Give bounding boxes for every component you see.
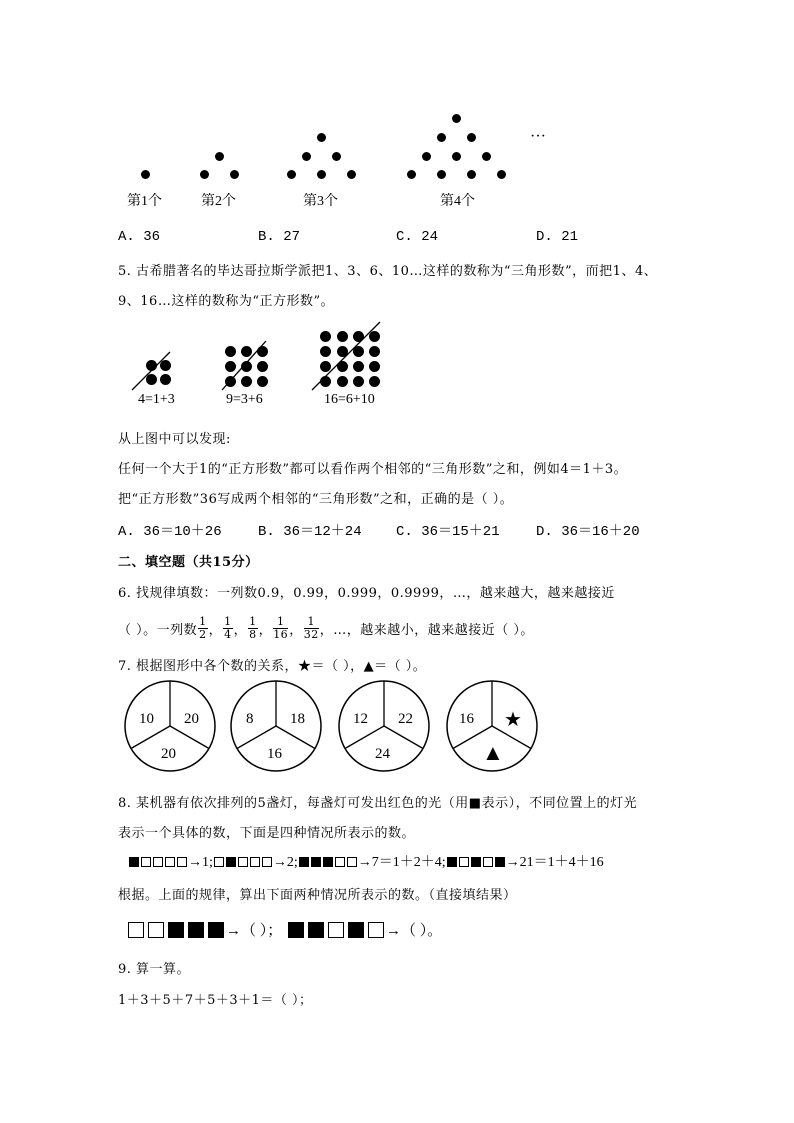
figure-label-1: 第1个 xyxy=(127,194,162,209)
diagonal-lines xyxy=(0,0,794,420)
q9-expression: 1＋3＋5＋7＋5＋3＋1＝（ ）； xyxy=(118,993,313,1008)
q6-line2-start: （ ）。一列数 xyxy=(118,623,198,638)
example-pattern xyxy=(298,855,358,870)
circle-2-b: 18 xyxy=(290,711,305,727)
q5-option-a: A. 36＝10＋26 xyxy=(118,524,222,540)
figure-label-4: 第4个 xyxy=(440,194,475,209)
fraction: $\frac{1}{2}$ xyxy=(199,615,207,641)
fraction: $\frac{1}{16}$ xyxy=(273,615,289,641)
q8-line1: 8. 某机器有依次排列的5盏灯，每盏灯可发出红色的光（用■表示），不同位置上的灯光 xyxy=(118,796,638,811)
q8-line2: 表示一个具体的数，下面是四种情况所表示的数。 xyxy=(118,826,416,841)
section-heading: 二、填空题（共15分） xyxy=(118,555,259,570)
example-result: →1; xyxy=(188,855,213,870)
q6-line1: 6. 找规律填数：一列数0.9，0.99，0.999，0.9999，…，越来越大，越来越接近 xyxy=(118,586,615,601)
circle-3-c: 24 xyxy=(375,746,390,762)
q5-option-b: B. 36＝12＋24 xyxy=(258,524,362,540)
fraction: $\frac{1}{4}$ xyxy=(224,615,232,641)
example-result: →7＝1＋2＋4; xyxy=(357,855,446,870)
example-pattern xyxy=(446,855,506,870)
circle-3-a: 12 xyxy=(353,711,368,727)
question-answer: →（ ）。 xyxy=(386,923,443,939)
circle-2-c: 16 xyxy=(267,746,282,762)
question-pattern xyxy=(286,923,386,939)
q4-option-c: C. 24 xyxy=(396,229,439,245)
question-answer: →（ ）； xyxy=(226,923,283,939)
q4-option-a: A. 36 xyxy=(118,229,161,245)
ellipsis: ··· xyxy=(530,128,546,145)
example-pattern xyxy=(213,855,273,870)
square-label-2: 9=3+6 xyxy=(226,392,263,407)
q5-ask: 把“正方形数”36写成两个相邻的“三角形数”之和，正确的是（ ）。 xyxy=(118,492,514,507)
q7-circles-figure xyxy=(0,680,794,780)
fraction: $\frac{1}{8}$ xyxy=(249,615,257,641)
q8-questions xyxy=(126,919,442,940)
q4-option-b: B. 27 xyxy=(258,229,301,245)
circle-2-a: 8 xyxy=(246,711,254,727)
star-icon: ★ xyxy=(504,709,522,731)
square-label-3: 16=6+10 xyxy=(324,392,375,407)
q5-line1: 5. 古希腊著名的毕达哥拉斯学派把1、3、6、10…这样的数称为“三角形数”，而把1、4、 xyxy=(118,264,658,279)
example-result: →2; xyxy=(272,855,298,870)
circle-1-a: 10 xyxy=(139,711,154,727)
circle-4-a: 16 xyxy=(459,711,474,727)
q5-option-d: D. 36＝16＋20 xyxy=(536,524,640,540)
q7-text: 7. 根据图形中各个数的关系，★＝（ ），▲＝（ ）。 xyxy=(118,659,427,674)
question-pattern xyxy=(126,923,226,939)
q5-discover: 从上图中可以发现: xyxy=(118,432,231,447)
q5-option-c: C. 36＝15＋21 xyxy=(396,524,500,540)
example-pattern xyxy=(128,855,188,870)
q9-title: 9. 算一算。 xyxy=(118,962,191,977)
square-label-1: 4=1+3 xyxy=(138,392,175,407)
triangle-icon: ▲ xyxy=(482,740,504,765)
q8-line3: 根据。上面的规律，算出下面两种情况所表示的数。（直接填结果） xyxy=(118,888,517,903)
figure-label-3: 第3个 xyxy=(303,194,338,209)
q5-rule: 任何一个大于1的“正方形数”都可以看作两个相邻的“三角形数”之和，例如4＝1＋3。 xyxy=(118,462,628,477)
fraction: $\frac{1}{32}$ xyxy=(303,615,319,641)
q6-line2: （ ）。一列数 $\frac{1}{2}$ ， $\frac{1}{4}$ ， $\frac{1}{8}$ ， $\frac{1}{16}$ ， $\frac{1}{32}$ ，…，越来越小，越来越接近（ ）。 xyxy=(118,615,534,641)
circle-1-b: 20 xyxy=(184,711,199,727)
circle-3-b: 22 xyxy=(398,711,413,727)
example-result: →21＝1＋4＋16 xyxy=(505,855,604,870)
circle-1-c: 20 xyxy=(161,746,176,762)
figure-label-2: 第2个 xyxy=(201,194,236,209)
q8-examples xyxy=(128,851,604,871)
q5-line2: 9、16…这样的数称为“正方形数”。 xyxy=(118,294,335,309)
q6-line2-end: ，…，越来越小，越来越接近（ ）。 xyxy=(319,623,534,638)
q4-option-d: D. 21 xyxy=(536,229,579,245)
